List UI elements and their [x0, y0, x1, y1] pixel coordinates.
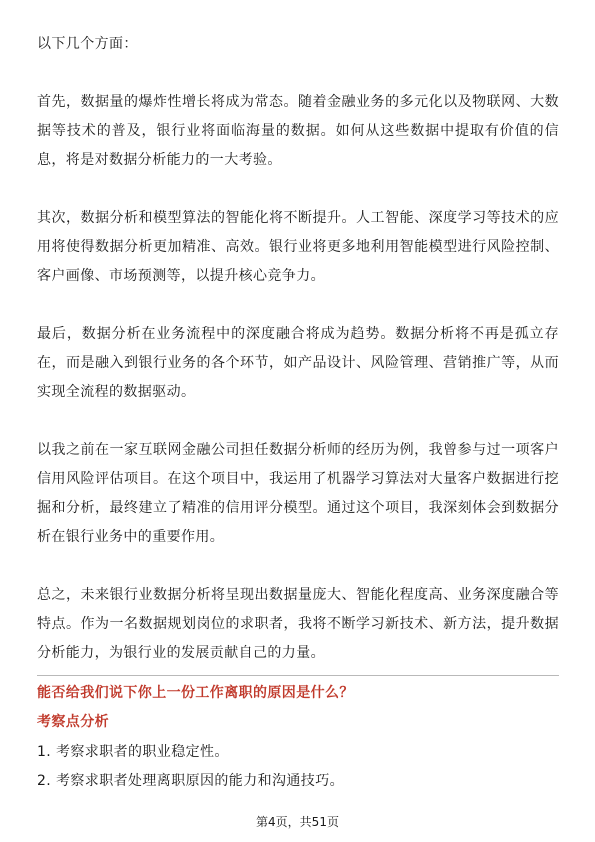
paragraph-conclusion: 总之，未来银行业数据分析将呈现出数据量庞大、智能化程度高、业务深度融合等特点。作为一名数据规划岗位的求职者，我将不断学习新技术、新方法，提升数据分析能力，为银行业的发展贡献自己的力量。 — [37, 587, 559, 661]
analysis-heading: 考察点分析 — [37, 714, 109, 730]
page-number: 第4页，共51页 — [256, 815, 339, 829]
analysis-point: 2. 考察求职者处理离职原因的能力和沟通技巧。 — [37, 773, 345, 789]
paragraph-experience: 以我之前在一家互联网金融公司担任数据分析师的经历为例，我曾参与过一项客户信用风险评估项目。在这个项目中，我运用了机器学习算法对大量客户数据进行挖掘和分析，最终建立了精准的信用评分模型。通过这个项目，我深刻体会到数据分析在银行业务中的重要作用。 — [37, 442, 559, 545]
analysis-points — [37, 738, 344, 796]
analysis-point: 1. 考察求职者的职业稳定性。 — [37, 744, 229, 760]
answer-body — [37, 30, 559, 668]
intro-line: 以下几个方面： — [37, 36, 138, 52]
section-divider — [37, 675, 559, 676]
paragraph-second: 其次，数据分析和模型算法的智能化将不断提升。人工智能、深度学习等技术的应用将使得数据分析更加精准、高效。银行业将更多地利用智能模型进行风险控制、客户画像、市场预测等，以提升核心竞争力。 — [37, 210, 559, 284]
paragraph-finally: 最后，数据分析在业务流程中的深度融合将成为趋势。数据分析将不再是孤立存在，而是融入到银行业务的各个环节，如产品设计、风险管理、营销推广等，从而实现全流程的数据驱动。 — [37, 326, 559, 400]
question-title: 能否给我们说下你上一份工作离职的原因是什么？ — [37, 685, 354, 701]
paragraph-first: 首先，数据量的爆炸性增长将成为常态。随着金融业务的多元化以及物联网、大数据等技术的普及，银行业将面临海量的数据。如何从这些数据中提取有价值的信息，将是对数据分析能力的一大考验。 — [37, 94, 559, 168]
